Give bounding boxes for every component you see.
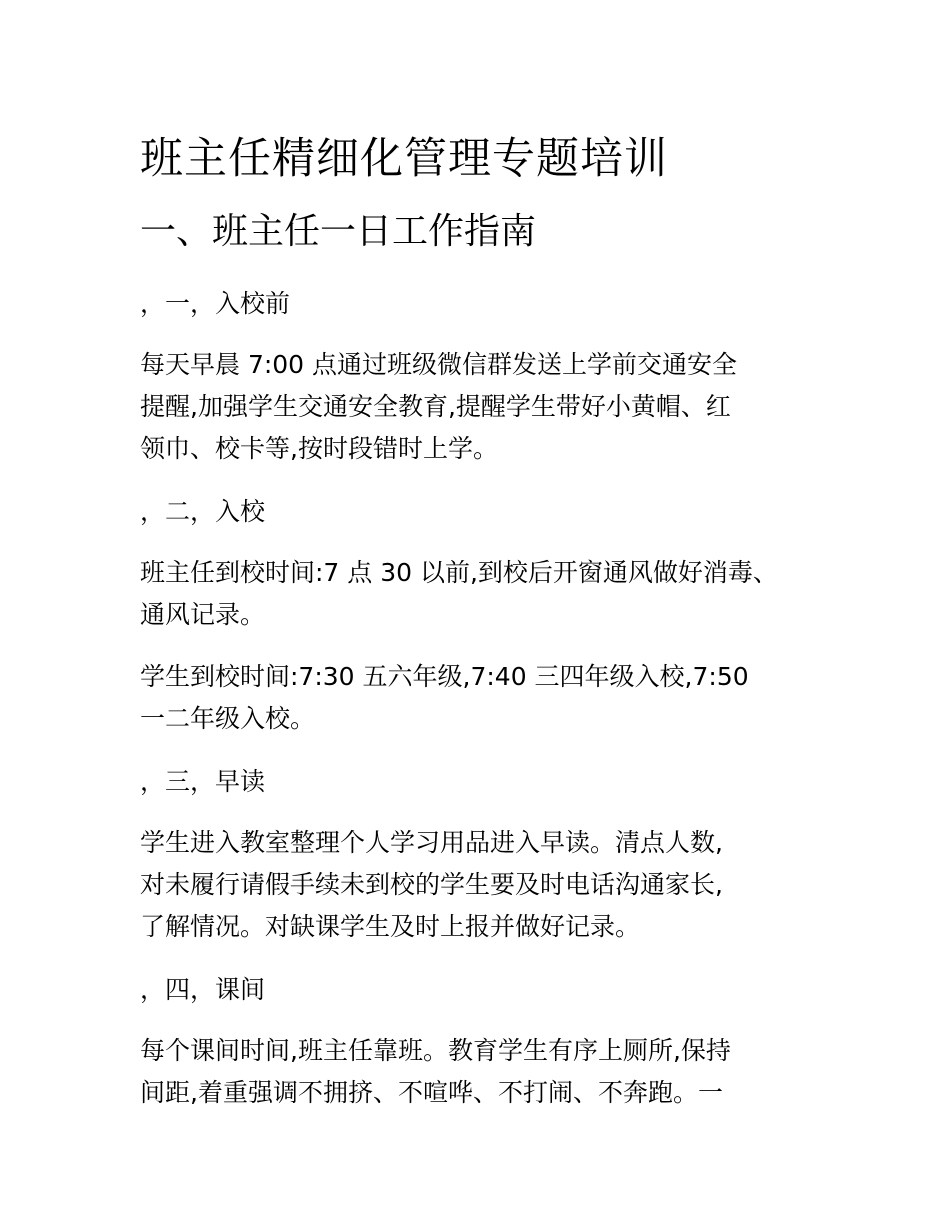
paragraph-teacher-arrival: 班主任到校时间:7 点 30 以前,到校后开窗通风做好消毒、 通风记录。 <box>140 558 778 629</box>
subsection-heading-arrival: ，二，入校 <box>140 497 266 526</box>
paragraph-student-arrival: 学生到校时间:7:30 五六年级,7:40 三四年级入校,7:50 一二年级入校。 <box>140 662 749 733</box>
subsection-heading-break: ，四，课间 <box>140 975 266 1004</box>
section-title: 一、班主任一日工作指南 <box>140 211 537 252</box>
paragraph-traffic-safety: 每天早晨 7:00 点通过班级微信群发送上学前交通安全 提醒,加强学生交通安全教育,提醒学生带好小黄帽、红 领巾、校卡等,按时段错时上学。 <box>140 350 738 463</box>
subsection-heading-before-school: ，一，入校前 <box>140 289 291 318</box>
paragraph-morning-reading: 学生进入教室整理个人学习用品进入早读。清点人数, 对未履行请假手续未到校的学生要及时电话沟通家长, 了解情况。对缺课学生及时上报并做好记录。 <box>140 828 723 941</box>
paragraph-break-time: 每个课间时间,班主任靠班。教育学生有序上厕所,保持 间距,着重强调不拥挤、不喧哗、不打闹、不奔跑。一 <box>140 1036 731 1107</box>
subsection-heading-morning-reading: ，三，早读 <box>140 767 266 796</box>
document-title: 班主任精细化管理专题培训 <box>140 134 668 184</box>
